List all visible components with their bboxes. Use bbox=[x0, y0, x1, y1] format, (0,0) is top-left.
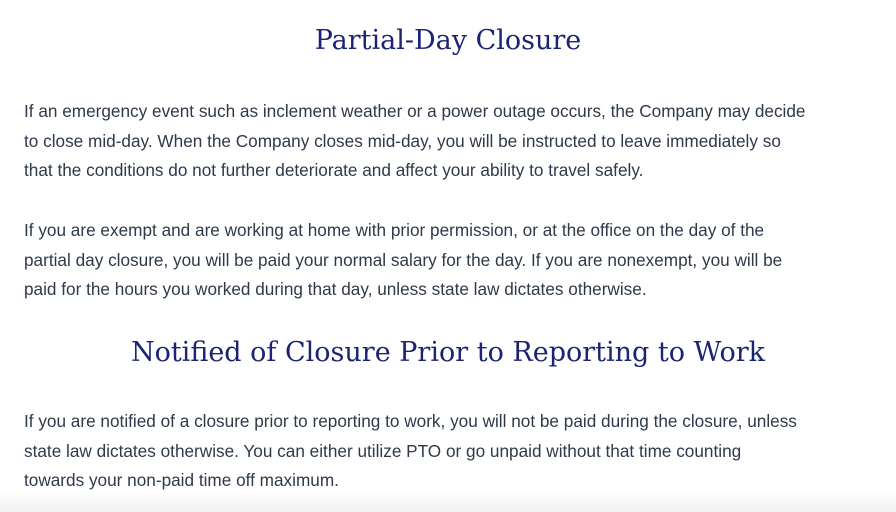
paragraph-notified-1 bbox=[24, 407, 876, 496]
paragraph-line: state law dictates otherwise. You can either utilize PTO or go unpaid without that time counting bbox=[24, 440, 742, 461]
paragraph-line: If an emergency event such as inclement weather or a power outage occurs, the Company may decide bbox=[24, 101, 806, 121]
paragraph-partial-day-2 bbox=[24, 216, 876, 305]
paragraph-line: paid for the hours you worked during that day, unless state law dictates otherwise. bbox=[24, 279, 647, 299]
section-title-notified-of-closure: Notified of Closure Prior to Reporting to Work bbox=[130, 337, 766, 368]
section-title-partial-day-closure: Partial-Day Closure bbox=[314, 25, 582, 56]
paragraph-line: to close mid-day. When the Company closes mid-day, you will be instructed to leave immediately so bbox=[24, 130, 781, 151]
paragraph-line: If you are exempt and are working at home with prior permission, or at the office on the day of the bbox=[24, 220, 765, 240]
paragraph-line: partial day closure, you will be paid your normal salary for the day. If you are nonexempt, you will be bbox=[24, 249, 783, 270]
paragraph-partial-day-1 bbox=[24, 97, 876, 186]
paragraph-line: that the conditions do not further deteriorate and affect your ability to travel safely. bbox=[24, 160, 644, 180]
paragraph-line: towards your non-paid time off maximum. bbox=[24, 470, 339, 490]
paragraph-line: If you are notified of a closure prior to reporting to work, you will not be paid during the closure, unless bbox=[24, 411, 797, 431]
